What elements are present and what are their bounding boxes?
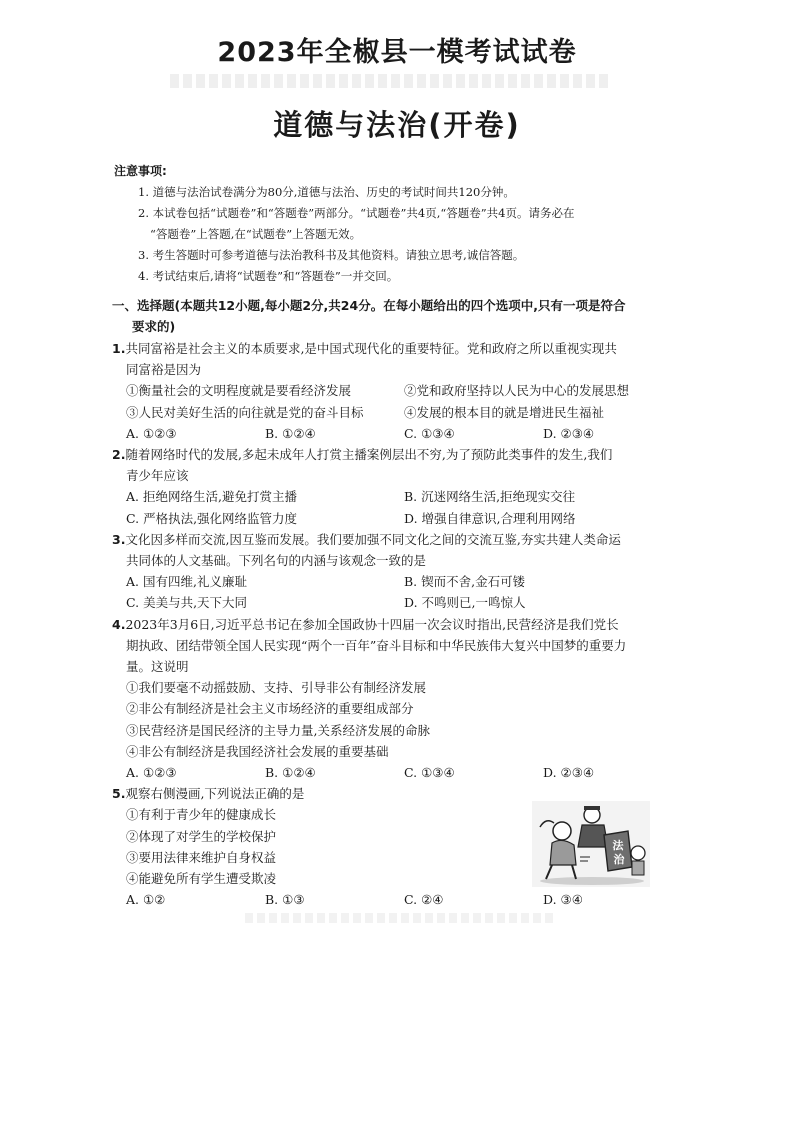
option-a: A. 国有四维,礼义廉耻: [126, 574, 247, 590]
notice-block: [114, 161, 694, 287]
question-5: [112, 783, 694, 910]
option-b: B. 沉迷网络生活,拒绝现实交往: [404, 489, 576, 505]
guardian-hat: [584, 806, 600, 810]
question-number: 5.: [112, 786, 126, 802]
statement-2: ②体现了对学生的学校保护: [126, 828, 277, 844]
section-heading-line1: 一、选择题(本题共12小题,每小题2分,共24分。在每小题给出的四个选项中,只有一项是符合: [112, 298, 626, 313]
option-a: A. 拒绝网络生活,避免打赏主播: [126, 489, 297, 505]
option-a: A. ①②③: [126, 765, 177, 781]
statement-4: ④能避免所有学生遭受欺凌: [126, 871, 277, 887]
option-b: B. ①②④: [265, 765, 316, 781]
statement-3: ③民营经济是国民经济的主导力量,关系经济发展的命脉: [126, 722, 430, 738]
question-4: [112, 614, 694, 784]
option-b: B. 锲而不舍,金石可镂: [404, 574, 526, 590]
question-list: [112, 338, 694, 910]
cartoon-ground: [540, 877, 644, 885]
section-heading: [112, 295, 692, 337]
option-c: C. 美美与共,天下大同: [126, 595, 248, 611]
statement-3: ③人民对美好生活的向往就是党的奋斗目标: [126, 404, 364, 420]
faint-bleed-through: [170, 74, 610, 88]
question-stem: 文化因多样而交流,因互鉴而发展。我们要加强不同文化之间的交流互鉴,夯实共建人类命运: [125, 531, 621, 547]
notice-item-1: 1. 道德与法治试卷满分为80分,道德与法治、历史的考试时间共120分钟。: [138, 185, 515, 199]
cartoon-illustration: [532, 801, 650, 887]
faint-footer-bleed: [245, 913, 555, 923]
option-row: [112, 762, 694, 783]
statement-1: ①有利于青少年的健康成长: [126, 807, 277, 823]
option-d: D. ②③④: [543, 765, 595, 781]
exam-subtitle: 道德与法治(开卷): [273, 108, 521, 142]
section-heading-line2: 要求的): [132, 319, 176, 334]
statement-2: ②非公有制经济是社会主义市场经济的重要组成部分: [126, 701, 414, 717]
question-stem-cont: 同富裕是因为: [126, 362, 202, 378]
question-number: 4.: [112, 616, 126, 632]
option-c: C. ①③④: [404, 765, 455, 781]
option-d: D. 不鸣则已,一鸣惊人: [404, 595, 526, 611]
statement-1: ①我们要毫不动摇鼓励、支持、引导非公有制经济发展: [126, 680, 427, 696]
option-a: A. ①②: [126, 892, 166, 908]
option-row: [112, 889, 694, 910]
question-number: 1.: [112, 341, 126, 356]
option-d: D. ③④: [543, 892, 583, 908]
question-stem: 随着网络时代的发展,多起未成年人打赏主播案例层出不穷,为了预防此类事件的发生,我们: [125, 447, 613, 463]
student-body: [632, 861, 644, 875]
statement-3: ③要用法律来维护自身权益: [126, 849, 277, 865]
question-stem: 2023年3月6日,习近平总书记在参加全国政协十四届一次会议时指出,民营经济是我们党长: [125, 616, 619, 632]
notice-item-2: 2. 本试卷包括“试题卷”和“答题卷”两部分。“试题卷”共4页,“答题卷”共4页。请务必在: [138, 206, 575, 220]
exam-title: 2023年全椒县一模考试试卷: [217, 37, 577, 68]
notice-item-3: 3. 考生答题时可参考道德与法治教科书及其他资料。请独立思考,诚信答题。: [138, 248, 525, 262]
notice-item-2-cont: “答题卷”上答题,在“试题卷”上答题无效。: [150, 227, 362, 241]
option-c: C. ②④: [404, 892, 444, 908]
option-a: A. ①②③: [126, 425, 177, 441]
option-b: B. ①③: [265, 892, 305, 908]
option-c: C. 严格执法,强化网络监管力度: [126, 510, 298, 526]
bully-head: [553, 822, 571, 840]
question-number: 2.: [112, 447, 126, 463]
cartoon-label-zhi: 治: [613, 853, 625, 867]
option-c: C. ①③④: [404, 425, 455, 441]
option-b: B. ①②④: [265, 425, 316, 441]
question-1: [112, 338, 694, 444]
notice-heading: 注意事项:: [114, 164, 167, 178]
statement-4: ④非公有制经济是我国经济社会发展的重要基础: [126, 743, 389, 759]
option-d: D. ②③④: [543, 425, 595, 441]
question-stem-cont: 青少年应该: [126, 468, 189, 484]
question-stem: 观察右侧漫画,下列说法正确的是: [125, 786, 305, 802]
notice-item-4: 4. 考试结束后,请将“试题卷”和“答题卷”一并交回。: [138, 269, 399, 283]
question-2: [112, 444, 694, 529]
statement-1: ①衡量社会的文明程度就是要看经济发展: [126, 383, 352, 399]
question-stem: 共同富裕是社会主义的本质要求,是中国式现代化的重要特征。党和政府之所以重视实现共: [125, 341, 617, 356]
student-head: [631, 846, 645, 860]
cartoon-label-fa: 法: [612, 839, 624, 853]
statement-4: ④发展的根本目的就是增进民生福祉: [404, 404, 605, 420]
option-row: [112, 423, 694, 444]
question-number: 3.: [112, 531, 126, 547]
option-d: D. 增强自律意识,合理利用网络: [404, 510, 576, 526]
question-stem-cont: 共同体的人文基础。下列名句的内涵与该观念一致的是: [126, 553, 427, 569]
question-stem-cont-2: 量。这说明: [126, 659, 189, 675]
bully-body: [550, 841, 576, 866]
question-3: [112, 529, 694, 614]
statement-2: ②党和政府坚持以人民为中心的发展思想: [404, 383, 630, 399]
question-stem-cont: 期执政、团结带领全国人民实现“两个一百年”奋斗目标和中华民族伟大复兴中国梦的重要力: [126, 637, 627, 653]
